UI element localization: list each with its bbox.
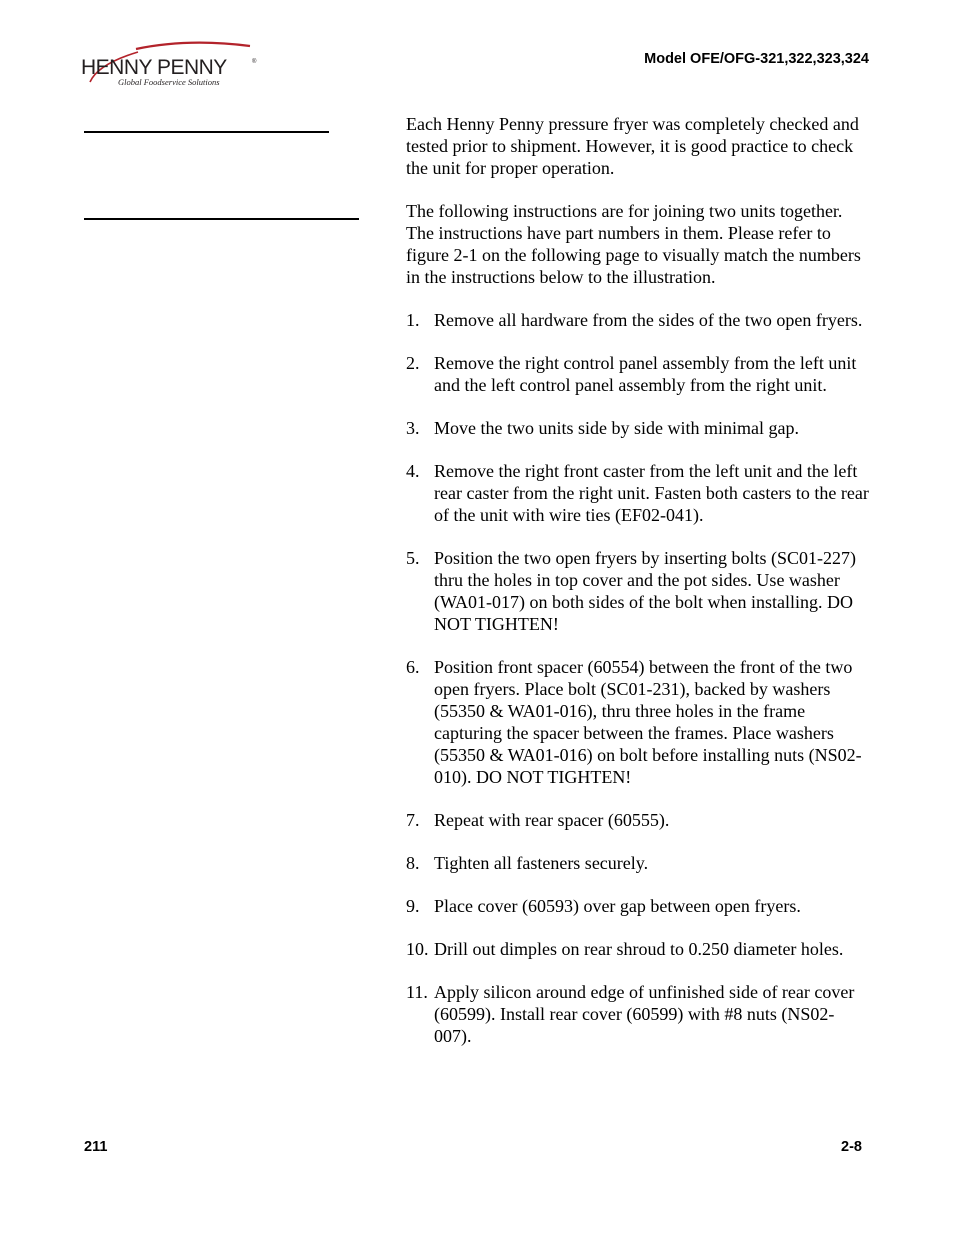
section-divider-bottom bbox=[84, 218, 359, 220]
step-text: Position the two open fryers by inserting bolts (SC01-227) thru the holes in top cover and the pot sides. Use washer (WA01-017) on both sides of the bolt when installing. DO NOT TIGHTEN! bbox=[434, 548, 856, 634]
list-item bbox=[406, 895, 871, 917]
step-number: 7. bbox=[406, 810, 420, 830]
instruction-steps-list bbox=[406, 309, 871, 1047]
list-item bbox=[406, 417, 871, 439]
step-text: Repeat with rear spacer (60555). bbox=[434, 810, 670, 830]
step-text bbox=[434, 656, 871, 788]
list-item bbox=[406, 547, 871, 635]
list-item bbox=[406, 852, 871, 874]
step-text-part: Position front spacer (60554) between the front of the two open fryers. Place bolt (SC01-231), backed by washers (55350 & WA01-016), thru three holes in the frame capturing the spacer between the frames. Place washers bbox=[434, 657, 853, 743]
step-number: 1. bbox=[406, 310, 420, 330]
intro-paragraph-checked: Each Henny Penny pressure fryer was completely checked and tested prior to shipment. However, it is good practice to check the unit for proper operation. bbox=[406, 114, 859, 178]
step-text: Tighten all fasteners securely. bbox=[434, 853, 649, 873]
section-divider-top bbox=[84, 131, 329, 133]
step-number: 6. bbox=[406, 657, 420, 677]
step-text: Drill out dimples on rear shroud to 0.250 diameter holes. bbox=[434, 939, 844, 959]
step-text: Remove the right control panel assembly from the left unit and the left control panel assembly from the right unit. bbox=[434, 353, 857, 395]
model-header: Model OFE/OFG-321,322,323,324 bbox=[644, 51, 869, 67]
page-number: 2-8 bbox=[841, 1139, 862, 1155]
list-item bbox=[406, 656, 871, 788]
step-number: 9. bbox=[406, 896, 420, 916]
svg-text:®: ® bbox=[252, 59, 257, 65]
list-item bbox=[406, 352, 871, 396]
list-item bbox=[406, 981, 871, 1047]
logo-tagline: Global Foodservice Solutions bbox=[118, 77, 220, 87]
step-text-part: (55350 & WA01-016) on bolt before installing nuts (NS02-010). DO NOT TIGHTEN! bbox=[434, 745, 862, 787]
step-text: Move the two units side by side with minimal gap. bbox=[434, 418, 799, 438]
logo-wordmark: HENNY PENNY bbox=[81, 56, 227, 79]
step-text: Remove all hardware from the sides of the two open fryers. bbox=[434, 310, 863, 330]
step-text: Apply silicon around edge of unfinished side of rear cover (60599). Install rear cover (60599) with #8 nuts (NS02-007). bbox=[434, 982, 855, 1046]
step-number: 5. bbox=[406, 548, 420, 568]
footer-code: 211 bbox=[84, 1139, 108, 1155]
henny-penny-logo-graphic bbox=[78, 40, 268, 90]
step-text: Place cover (60593) over gap between open fryers. bbox=[434, 896, 801, 916]
henny-penny-logo bbox=[78, 40, 268, 90]
step-number: 10. bbox=[406, 939, 429, 959]
step-number: 4. bbox=[406, 461, 420, 481]
list-item bbox=[406, 809, 871, 831]
list-item bbox=[406, 309, 871, 331]
step-number: 2. bbox=[406, 353, 420, 373]
step-number: 11. bbox=[406, 982, 428, 1002]
instructions-body bbox=[406, 113, 871, 1047]
step-text: Remove the right front caster from the left unit and the left rear caster from the right unit. Fasten both casters to the rear of the unit with wire ties (EF02-041). bbox=[434, 461, 869, 525]
step-number: 3. bbox=[406, 418, 420, 438]
list-item bbox=[406, 938, 871, 960]
list-item bbox=[406, 460, 871, 526]
step-number: 8. bbox=[406, 853, 420, 873]
intro-paragraph-joining: The following instructions are for joining two units together. The instructions have part numbers in them. Please refer to figure 2-1 on the following page to visually match the numbers in the instructions below to the illustration. bbox=[406, 201, 861, 287]
